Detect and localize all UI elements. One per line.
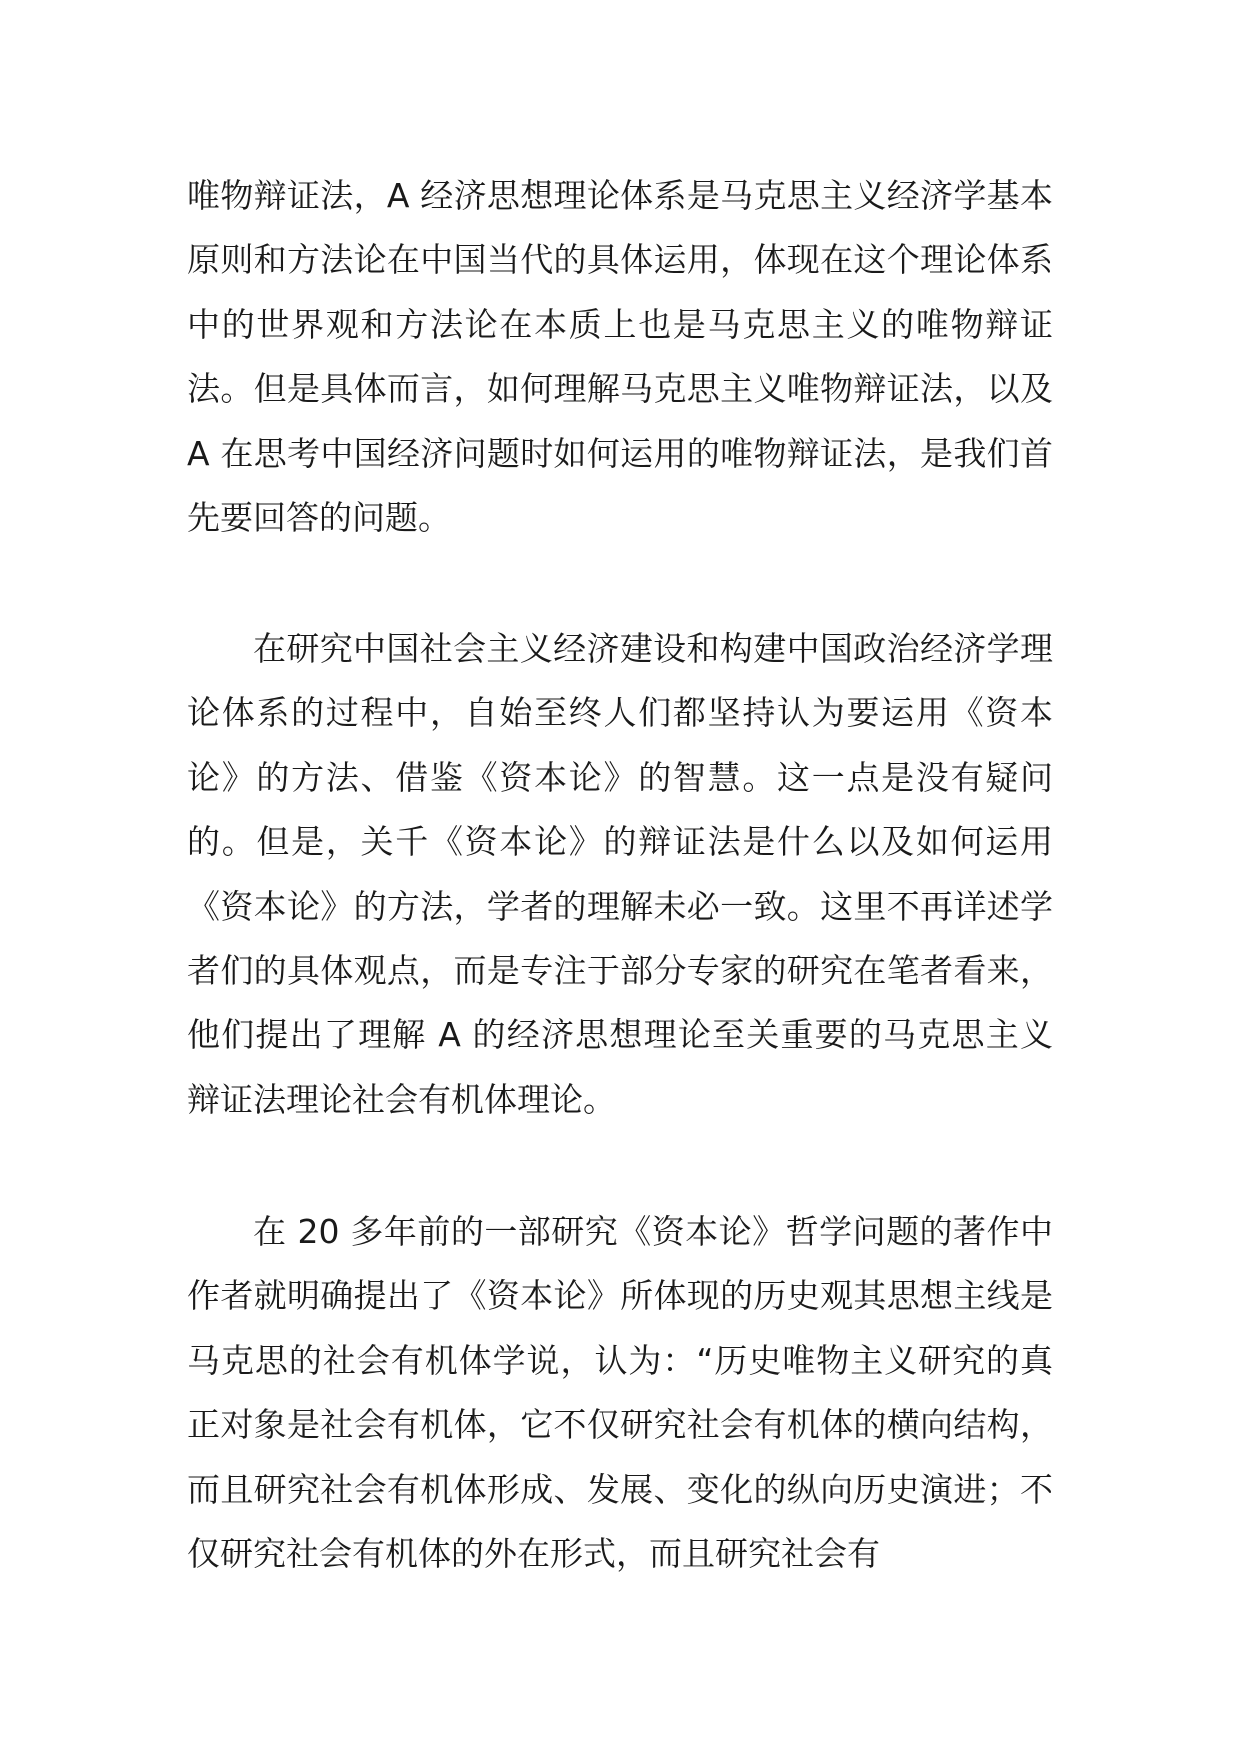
paragraph-1: 唯物辩证法，A 经济思想理论体系是马克思主义经济学基本原则和方法论在中国当代的具体运用，体现在这个理论体系中的世界观和方法论在本质上也是马克思主义的唯物辩证法。但是具体而言，如何理解马克思主义唯物辩证法，以及 A 在思考中国经济问题时如何运用的唯物辩证法，是我们首先要回答的问题。 xyxy=(187,176,1053,538)
paragraph-3: 在 20 多年前的一部研究《资本论》哲学问题的著作中作者就明确提出了《资本论》所体现的历史观其思想主线是马克思的社会有机体学说，认为：“历史唯物主义研究的真正对象是社会有机体，它不仅研究社会有机体的横向结构，而且研究社会有机体形成、发展、变化的纵向历史演进；不仅研究社会有机体的外在形式，而且研究社会有 xyxy=(187,1212,1053,1574)
paragraph-2: 在研究中国社会主义经济建设和构建中国政治经济学理论体系的过程中，自始至终人们都坚持认为要运用《资本论》的方法、借鉴《资本论》的智慧。这一点是没有疑问的。但是，关千《资本论》的辩证法是什么以及如何运用《资本论》的方法，学者的理解未必一致。这里不再详述学者们的具体观点，而是专注于部分专家的研究在笔者看来，他们提出了理解 A 的经济思想理论至关重要的马克思主义辩证法理论社会有机体理论。 xyxy=(187,629,1053,1119)
